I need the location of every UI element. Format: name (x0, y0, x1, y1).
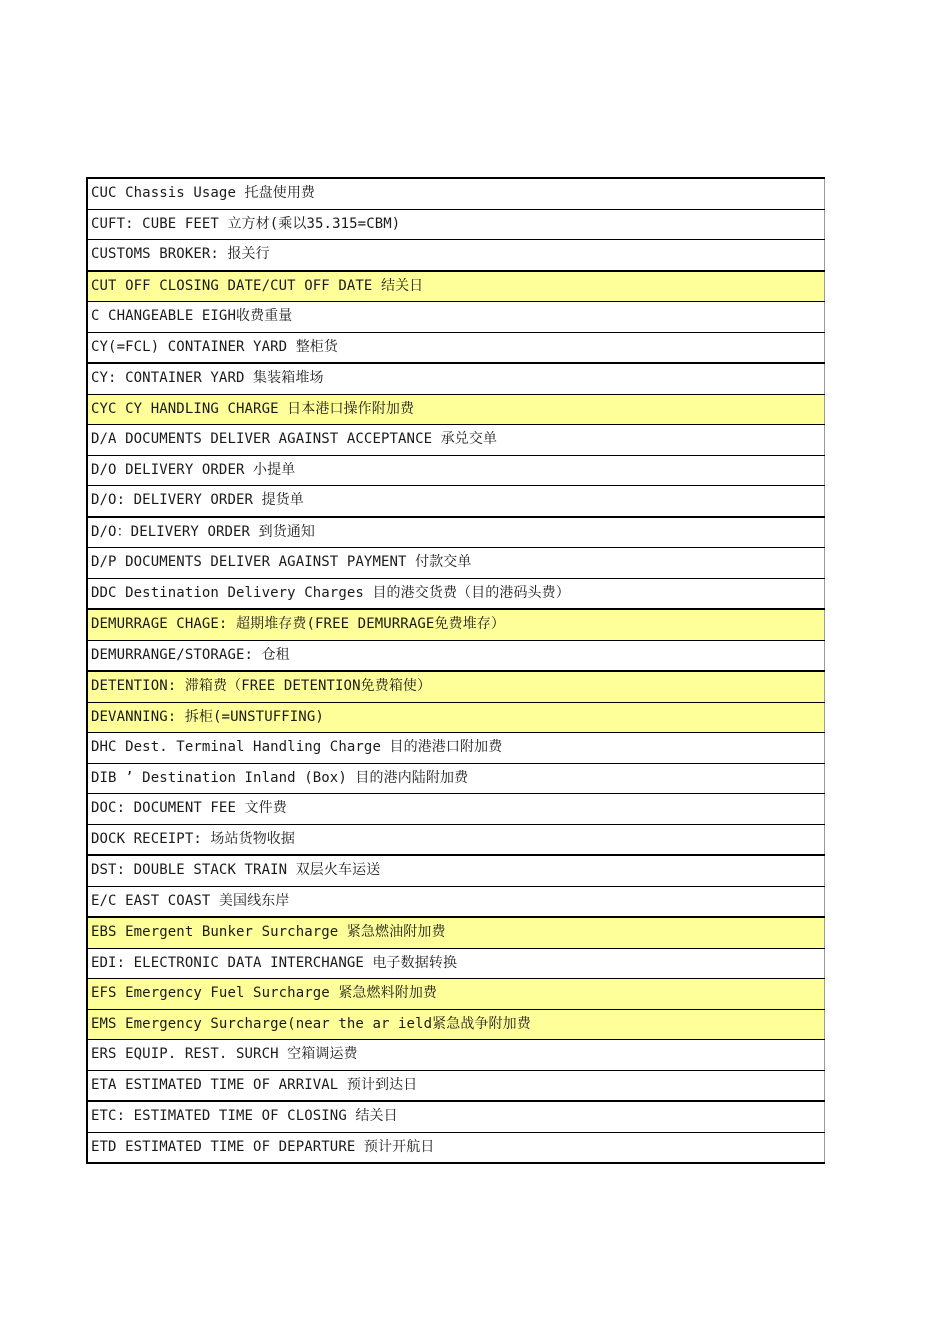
glossary-cell[interactable]: DDC Destination Delivery Charges 目的港交货费（目的港码头费） (87, 578, 825, 609)
table-row (87, 578, 825, 609)
table-row (87, 425, 825, 456)
glossary-body (87, 178, 825, 1163)
table-row (87, 794, 825, 825)
table-row (87, 302, 825, 333)
glossary-cell[interactable]: DIB ’ Destination Inland (Box) 目的港内陆附加费 (87, 763, 825, 794)
table-row (87, 486, 825, 517)
table-row (87, 855, 825, 886)
glossary-cell[interactable]: DEVANNING: 拆柜(=UNSTUFFING) (87, 702, 825, 733)
table-row (87, 240, 825, 271)
glossary-cell[interactable]: CY: CONTAINER YARD 集装箱堆场 (87, 363, 825, 394)
glossary-cell[interactable]: DOC: DOCUMENT FEE 文件费 (87, 794, 825, 825)
glossary-cell[interactable]: EMS Emergency Surcharge(near the ar ield紧急战争附加费 (87, 1009, 825, 1040)
table-row (87, 1009, 825, 1040)
glossary-cell[interactable]: EFS Emergency Fuel Surcharge 紧急燃料附加费 (87, 979, 825, 1010)
glossary-cell[interactable]: D/O：DELIVERY ORDER 到货通知 (87, 517, 825, 548)
table-row (87, 702, 825, 733)
glossary-cell[interactable]: CYC CY HANDLING CHARGE 日本港口操作附加费 (87, 394, 825, 425)
table-row (87, 363, 825, 394)
glossary-cell[interactable]: DHC Dest. Terminal Handling Charge 目的港港口附加费 (87, 733, 825, 764)
glossary-cell[interactable]: CUSTOMS BROKER: 报关行 (87, 240, 825, 271)
table-row (87, 1101, 825, 1132)
table-row (87, 178, 825, 209)
glossary-cell[interactable]: D/P DOCUMENTS DELIVER AGAINST PAYMENT 付款交单 (87, 548, 825, 579)
glossary-cell[interactable]: CUT OFF CLOSING DATE/CUT OFF DATE 结关日 (87, 271, 825, 302)
table-row (87, 394, 825, 425)
glossary-cell[interactable]: DEMURRAGE CHAGE: 超期堆存费(FREE DEMURRAGE免费堆存） (87, 609, 825, 640)
table-row (87, 1132, 825, 1163)
glossary-cell[interactable]: C CHANGEABLE EIGH收费重量 (87, 302, 825, 333)
glossary-cell[interactable]: ETD ESTIMATED TIME OF DEPARTURE 预计开航日 (87, 1132, 825, 1163)
glossary-cell[interactable]: CUC Chassis Usage 托盘使用费 (87, 178, 825, 209)
table-row (87, 609, 825, 640)
glossary-table (86, 177, 825, 1164)
glossary-cell[interactable]: D/A DOCUMENTS DELIVER AGAINST ACCEPTANCE 承兑交单 (87, 425, 825, 456)
table-row (87, 548, 825, 579)
table-row (87, 455, 825, 486)
glossary-cell[interactable]: ETC: ESTIMATED TIME OF CLOSING 结关日 (87, 1101, 825, 1132)
glossary-cell[interactable]: ETA ESTIMATED TIME OF ARRIVAL 预计到达日 (87, 1070, 825, 1101)
glossary-cell[interactable]: D/O: DELIVERY ORDER 提货单 (87, 486, 825, 517)
table-row (87, 209, 825, 240)
table-row (87, 948, 825, 979)
table-row (87, 640, 825, 671)
glossary-cell[interactable]: E/C EAST COAST 美国线东岸 (87, 886, 825, 917)
table-row (87, 1070, 825, 1101)
table-row (87, 824, 825, 855)
table-row (87, 271, 825, 302)
table-row (87, 1040, 825, 1071)
glossary-cell[interactable]: ERS EQUIP. REST. SURCH 空箱调运费 (87, 1040, 825, 1071)
table-row (87, 332, 825, 363)
table-row (87, 517, 825, 548)
glossary-cell[interactable]: CUFT: CUBE FEET 立方材(乘以35.315=CBM) (87, 209, 825, 240)
glossary-cell[interactable]: DEMURRANGE/STORAGE: 仓租 (87, 640, 825, 671)
table-row (87, 763, 825, 794)
table-row (87, 733, 825, 764)
glossary-cell[interactable]: DST: DOUBLE STACK TRAIN 双层火车运送 (87, 855, 825, 886)
glossary-cell[interactable]: DOCK RECEIPT: 场站货物收据 (87, 824, 825, 855)
glossary-cell[interactable]: D/O DELIVERY ORDER 小提单 (87, 455, 825, 486)
glossary-cell[interactable]: CY(=FCL) CONTAINER YARD 整柜货 (87, 332, 825, 363)
table-row (87, 917, 825, 948)
table-row (87, 979, 825, 1010)
glossary-cell[interactable]: DETENTION: 滞箱费（FREE DETENTION免费箱使） (87, 671, 825, 702)
glossary-cell[interactable]: EDI: ELECTRONIC DATA INTERCHANGE 电子数据转换 (87, 948, 825, 979)
glossary-cell[interactable]: EBS Emergent Bunker Surcharge 紧急燃油附加费 (87, 917, 825, 948)
table-row (87, 886, 825, 917)
table-row (87, 671, 825, 702)
